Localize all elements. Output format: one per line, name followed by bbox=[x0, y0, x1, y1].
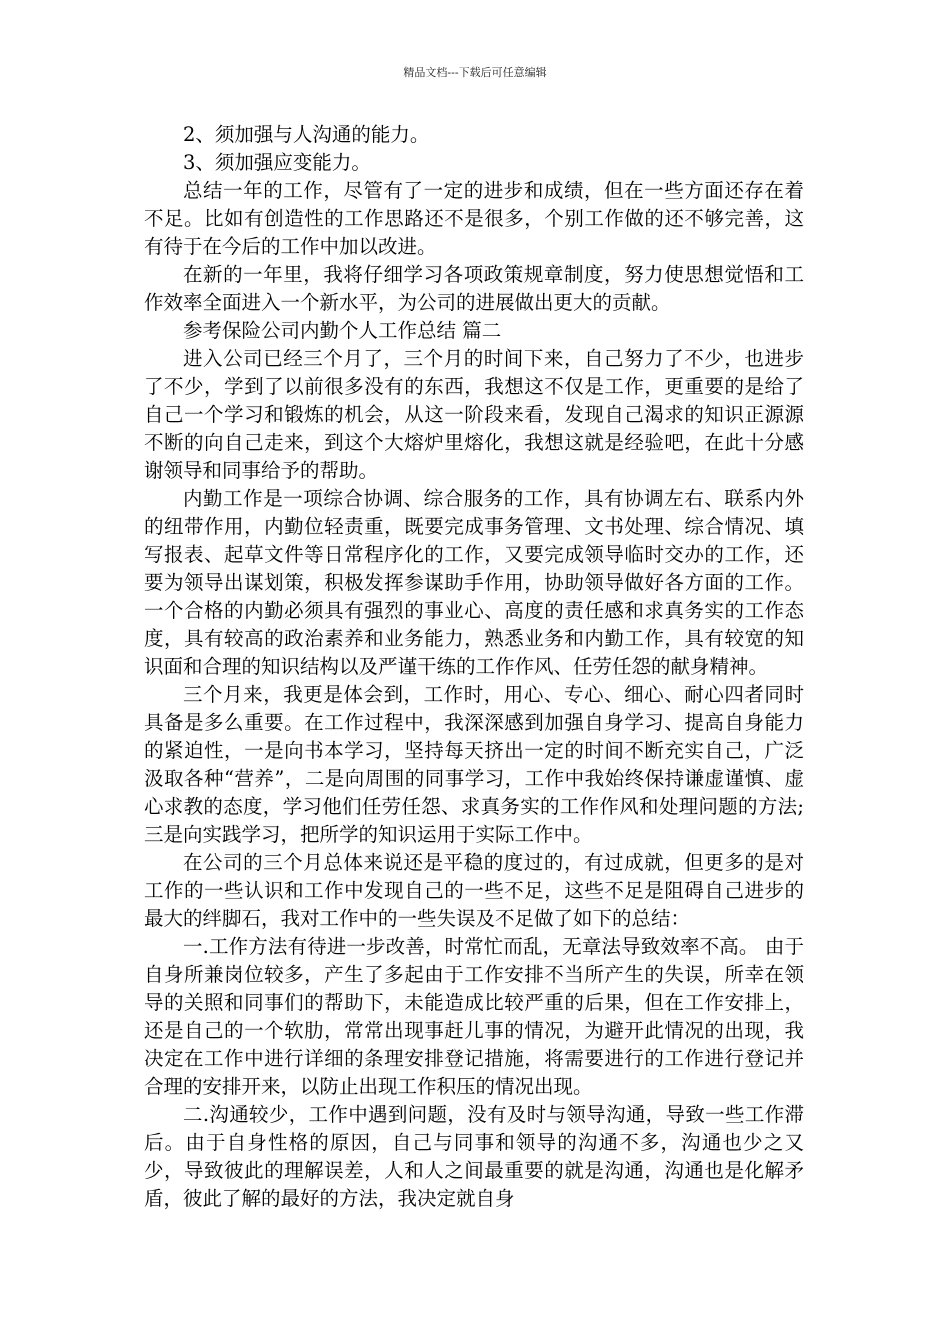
document-body bbox=[144, 121, 804, 1213]
page-header: 精品文档---下载后可任意编辑 bbox=[403, 66, 547, 79]
paragraph: 二.沟通较少，工作中遇到问题，没有及时与领导沟通，导致一些工作滞后。由于自身性格的原因，自己与同事和领导的沟通不多，沟通也少之又少，导致彼此的理解误差，人和人之间最重要的就是沟通，沟通也是化解矛盾，彼此了解的最好的方法，我决定就自身 bbox=[144, 1103, 804, 1210]
section-heading: 参考保险公司内勤个人工作总结 篇二 bbox=[183, 319, 502, 342]
paragraph: 3、须加强应变能力。 bbox=[183, 151, 371, 174]
paragraph: 一.工作方法有待进一步改善，时常忙而乱，无章法导致效率不高。 由于自身所兼岗位较多，产生了多起由于工作安排不当所产生的失误，所幸在领导的关照和同事们的帮助下，未能造成比较严重的后果，但在工作安排上，还是自己的一个软肋，常常出现事赶儿事的情况，为避开此情况的出现，我决定在工作中进行详细的条理安排登记措施，将需要进行的工作进行登记并合理的安排开来，以防止出现工作积压的情况出现。 bbox=[144, 935, 804, 1098]
paragraph: 总结一年的工作，尽管有了一定的进步和成绩，但在一些方面还存在着不足。比如有创造性的工作思路还不是很多，个别工作做的还不够完善，这有待于在今后的工作中加以改进。 bbox=[144, 179, 804, 258]
paragraph: 2、须加强与人沟通的能力。 bbox=[183, 123, 430, 146]
paragraph: 进入公司已经三个月了，三个月的时间下来，自己努力了不少，也进步了不少，学到了以前很多没有的东西，我想这不仅是工作，更重要的是给了自己一个学习和锻炼的机会，从这一阶段来看，发现自己渴求的知识正源源不断的向自己走来，到这个大熔炉里熔化，我想这就是经验吧，在此十分感谢领导和同事给予的帮助。 bbox=[144, 347, 804, 482]
paragraph: 在新的一年里，我将仔细学习各项政策规章制度，努力使思想觉悟和工作效率全面进入一个新水平，为公司的进展做出更大的贡献。 bbox=[144, 263, 804, 314]
paragraph: 内勤工作是一项综合协调、综合服务的工作，具有协调左右、联系内外的纽带作用，内勤位轻责重，既要完成事务管理、文书处理、综合情况、填写报表、起草文件等日常程序化的工作，又要完成领导临时交办的工作，还要为领导出谋划策，积极发挥参谋助手作用，协助领导做好各方面的工作。一个合格的内勤必须具有强烈的事业心、高度的责任感和求真务实的工作态度，具有较高的政治素养和业务能力，熟悉业务和内勤工作，具有较宽的知识面和合理的知识结构以及严谨干练的工作作风、任劳任怨的献身精神。 bbox=[144, 487, 804, 678]
paragraph: 在公司的三个月总体来说还是平稳的度过的，有过成就，但更多的是对工作的一些认识和工作中发现自己的一些不足，这些不足是阻碍自己进步的最大的绊脚石，我对工作中的一些失误及不足做了如下的总结： bbox=[144, 851, 804, 930]
paragraph: 三个月来，我更是体会到，工作时，用心、专心、细心、耐心四者同时具备是多么重要。在工作过程中，我深深感到加强自身学习、提高自身能力的紧迫性，一是向书本学习，坚持每天挤出一定的时间不断充实自己，广泛汲取各种“营养”，二是向周围的同事学习，工作中我始终保持谦虚谨慎、虚心求教的态度，学习他们任劳任怨、求真务实的工作作风和处理问题的方法;三是向实践学习，把所学的知识运用于实际工作中。 bbox=[144, 683, 804, 846]
